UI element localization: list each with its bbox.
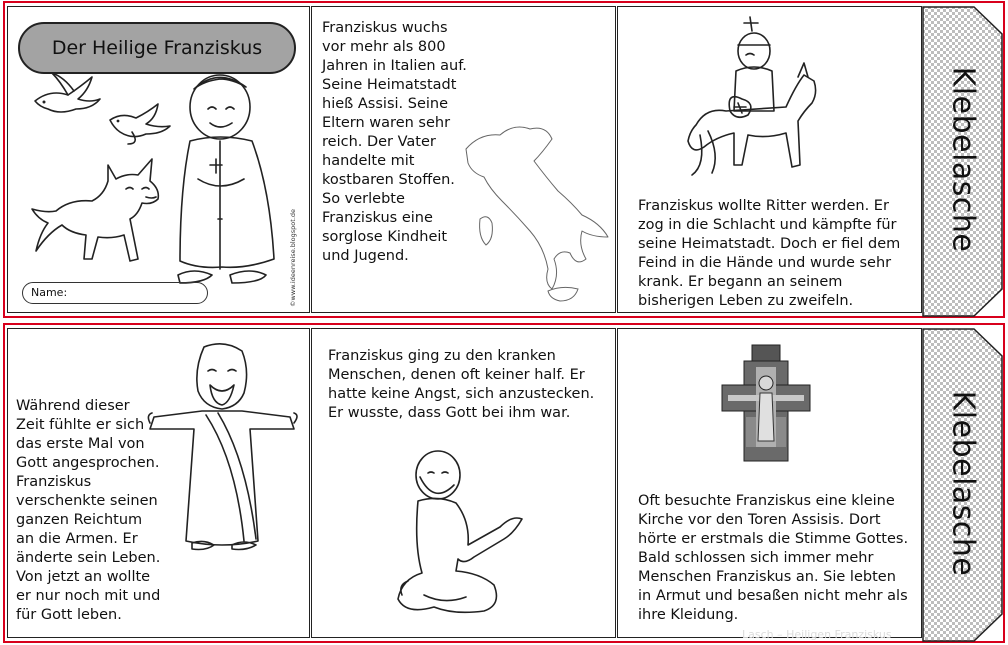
italy-map-icon [460,119,612,304]
glue-tab [922,328,1003,638]
bird-icon [30,69,105,129]
worksheet-title: Der Heilige Franziskus [18,22,296,74]
panel-text: Während dieser Zeit fühlte er sich das erste Mal von Gott angesprochen. Franziskus verschenkte seinen ganzen Reichtum an die Armen. Er änderte sein Leben. Von jetzt an wollte er nur noch mit und für Gott leben. [16,398,161,623]
sick-man-icon [394,445,529,625]
cover-panel [7,6,310,313]
panel-knight [617,6,922,313]
bird-icon [106,102,176,147]
san-damiano-cross-icon [722,345,810,463]
panel-text: Franziskus wollte Ritter werden. Er zog in die Schlacht und kämpfte für seine Heimatstadt. Doch er fiel dem Feind in die Hände und wurde sehr krank. Er begann an seinem bisherigen Leben zu zweifeln. [638,198,901,309]
knight-on-horse-icon [686,15,826,195]
name-field[interactable]: Name: [22,282,208,304]
credit-text: ©www.ideenreise.blogspot.de [289,208,297,307]
glue-tab-label: Klebelasche [945,390,980,576]
panel-text: Oft besuchte Franziskus eine kleine Kirche vor den Toren Assisis. Dort hörte er erstmals die Stimme Gottes. Bald schlossen sich immer mehr Menschen Franziskus an. Sie lebten in Armut und besaßen nicht mehr als ihre Kleidung. [638,493,909,623]
panel-text: Franziskus wuchs vor mehr als 800 Jahren in Italien auf. Seine Heimatstadt hieß Assisi. Seine Eltern waren sehr reich. Der Vater handelte mit kostbaren Stoffen. So verlebte Franziskus eine sorglose Kindheit und Jugend. [322,20,467,264]
panel-sick [311,328,616,638]
glue-tab-label: Klebelasche [945,66,980,253]
monk-francis-icon [170,69,288,294]
glue-tab [922,6,1003,313]
fox-icon [26,155,171,273]
panel-calling [7,328,310,638]
jesus-icon [146,341,301,561]
panel-church [617,328,922,638]
bottom-strip [3,323,1005,643]
watermark: Lasch – Heiligen Franziskus [742,628,892,641]
panel-childhood [311,6,616,313]
panel-text: Franziskus ging zu den kranken Menschen, denen oft keiner half. Er hatte keine Angst, sich anzustecken. Er wusste, dass Gott bei ihm war. [328,348,595,421]
top-strip [3,1,1005,318]
